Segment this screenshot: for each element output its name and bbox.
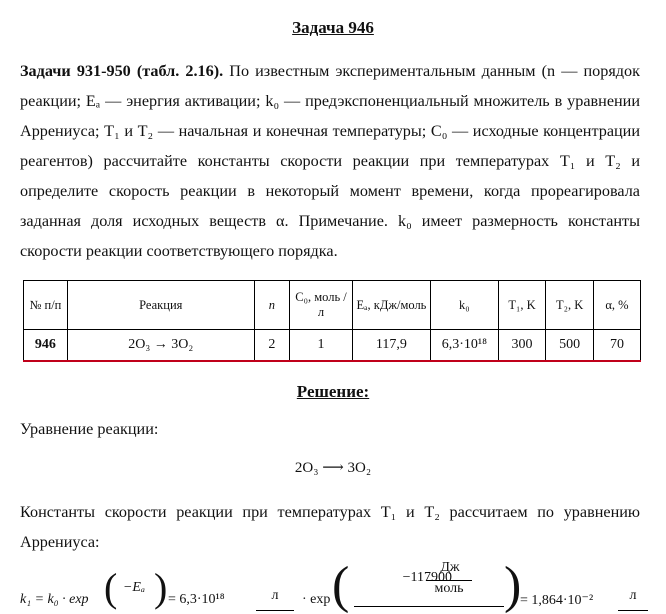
problem-title: Задача 946	[292, 18, 374, 37]
formula-unit-top: Дж	[440, 560, 460, 575]
formula-fraction-bar	[256, 610, 294, 611]
formula-unit-bottom: моль	[426, 580, 472, 597]
reaction-equation-label: Уравнение реакции:	[20, 420, 159, 438]
problem-text: По известным экспериментальным данным (n — порядок реакции; Eₐ — энергия активации; k₀ — предэкспоненциальный множитель в уравнении Аррениуса; T₁ и T₂ — начальная и конечная температуры; C₀ — исходные концентрации реагентов) рассчитайте константы скорости реакции при температурах T₁ и T₂ и определите скорость реакции в некоторый момент времени, когда прореагировала заданная доля исходных веществ α. Примечание. k₀ имеет размерность константы скорости реакции соответствующего порядка.	[20, 62, 640, 260]
formula-unit-l: л	[271, 588, 279, 603]
cell-reaction: 2O₃ → 3O₂	[67, 330, 254, 362]
cell-t1: 300	[498, 330, 546, 362]
arrhenius-text: Константы скорости реакции при температурах T₁ и T₂ рассчитаем по уравнению Аррениуса:	[20, 503, 640, 551]
formula-fraction-bar-2	[618, 610, 648, 611]
table-row	[24, 330, 641, 362]
problem-lead: Задачи 931-950 (табл. 2.16).	[20, 62, 224, 80]
parameters-table	[23, 280, 641, 362]
formula-big-paren-open: (	[332, 557, 350, 614]
table-header-row	[24, 281, 641, 330]
header-ea: Eₐ, кДж/моль	[352, 281, 430, 330]
formula-paren-open: (	[104, 565, 118, 610]
header-number: № п/п	[24, 281, 68, 330]
cell-t2: 500	[546, 330, 594, 362]
reaction-equation: 2O₃ ⟶ 3O₂	[294, 460, 372, 476]
arrhenius-formula	[20, 557, 650, 614]
cell-alpha: 70	[593, 330, 640, 362]
cell-k0: 6,3·10¹⁸	[430, 330, 498, 362]
formula-neg-ea: −Eₐ	[122, 580, 146, 595]
formula-lhs: k₁ = k₀ · exp	[20, 592, 89, 607]
formula-result: = 1,864·10⁻²	[520, 593, 594, 608]
header-reaction: Реакция	[67, 281, 254, 330]
formula-big-paren-close: )	[504, 557, 522, 614]
header-alpha: α, %	[593, 281, 640, 330]
formula-main-fraction-bar	[354, 606, 504, 607]
cell-ea: 117,9	[352, 330, 430, 362]
header-t1: T₁, K	[498, 281, 546, 330]
header-k0: k₀	[430, 281, 498, 330]
cell-number: 946	[24, 330, 68, 362]
cell-c0: 1	[290, 330, 353, 362]
solution-title: Решение:	[296, 382, 370, 401]
problem-statement	[20, 56, 640, 266]
cell-order: 2	[254, 330, 289, 362]
formula-numerator: −117900	[402, 570, 452, 585]
header-order: n	[254, 281, 289, 330]
header-c0: C₀, моль /л	[290, 281, 353, 330]
formula-paren-close: )	[154, 565, 168, 610]
header-t2: T₂, K	[546, 281, 594, 330]
formula-mid: = 6,3·10¹⁸	[168, 592, 225, 607]
formula-exp: · exp	[302, 592, 331, 607]
formula-unit-l2: л	[629, 588, 637, 603]
